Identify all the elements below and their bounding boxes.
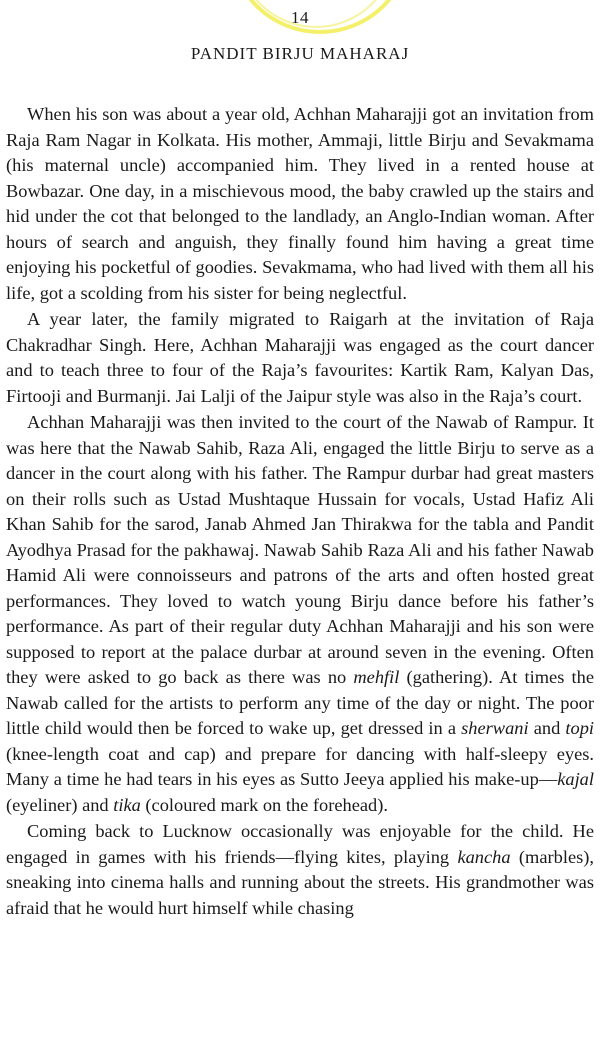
italic-term: tika: [113, 794, 141, 815]
running-head: PANDIT BIRJU MAHARAJ: [190, 44, 410, 63]
paragraph-3: [6, 410, 594, 818]
text-run: (gathering). At times the Nawab called for the artists to perform any time of the day or night. The poor little child would then be forced to wake up, get dressed in a: [6, 667, 594, 738]
text-run: (marbles), sneaking into cinema halls and running about the streets. His grandmother was afraid that he would hurt himself while chasing: [6, 846, 594, 918]
paragraph-1: [6, 102, 594, 306]
text-run: Coming back to Lucknow occasionally was enjoyable for the child. He engaged in games with his friends—flying kites, playing: [6, 821, 594, 867]
text-run: (coloured mark on the forehead).: [140, 794, 388, 815]
text-run: A year later, the family migrated to Raigarh at the invitation of Raja Chakradhar Singh. Here, Achhan Maharajji was engaged as the court dancer and to teach three to four of the Raja’s favourites: Kartik Ram, Kalyan Das, Firtooji and Burmanji. Jai Lalji of the Jaipur style was also in the Raja’s court.: [6, 309, 594, 406]
italic-term: sherwani: [461, 718, 529, 738]
text-run: Achhan Maharajji was then invited to the court of the Nawab of Rampur. It was here that the Nawab Sahib, Raza Ali, engaged the little Birju to serve as a dancer in the court along with his father. The Rampur durbar had great masters on their rolls such as Ustad Mushtaque Hussain for vocals, Ustad Hafiz Ali Khan Sahib for the sarod, Janab Ahmed Jan Thirakwa for the tabla and Pandit Ayodhya Prasad for the pakhawaj. Nawab Sahib Raza Ali and his father Nawab Hamid Ali were connoisseurs and patrons of the arts and often hosted great performances. They loved to watch young Birju dance before his father’s performance. As part of their regular duty Achhan Maharajji and his son were supposed to report at the palace durbar at around seven in the evening. Often they were asked to go back as there was no: [6, 412, 594, 687]
paragraph-2: [6, 307, 594, 409]
italic-term: mehfil: [353, 667, 400, 687]
italic-term: kancha: [457, 846, 511, 867]
body-text: [6, 102, 594, 921]
italic-term: topi: [565, 718, 595, 738]
text-run: (eyeliner) and: [6, 794, 114, 815]
paragraph-4: [6, 819, 594, 921]
page-number: 14: [291, 8, 309, 27]
text-run: When his son was about a year old, Achhan Maharajji got an invitation from Raja Ram Nagar in Kolkata. His mother, Ammaji, little Birju and Sevakmama (his maternal uncle) accompanied him. They lived in a rented house at Bowbazar. One day, in a mischievous mood, the baby crawled up the stairs and hid under the cot that belonged to the landlady, an Anglo-Indian woman. After hours of search and anguish, they finally found him having a great time enjoying his pocketful of goodies. Sevakmama, who had lived with them all his life, got a scolding from his sister for being neglectful.: [6, 104, 594, 303]
italic-term: kajal: [557, 769, 594, 789]
text-run: and: [528, 718, 566, 738]
text-run: (knee-length coat and cap) and prepare for dancing with half-sleepy eyes. Many a time he had tears in his eyes as Sutto Jeeya applied his make-up—: [6, 743, 594, 789]
